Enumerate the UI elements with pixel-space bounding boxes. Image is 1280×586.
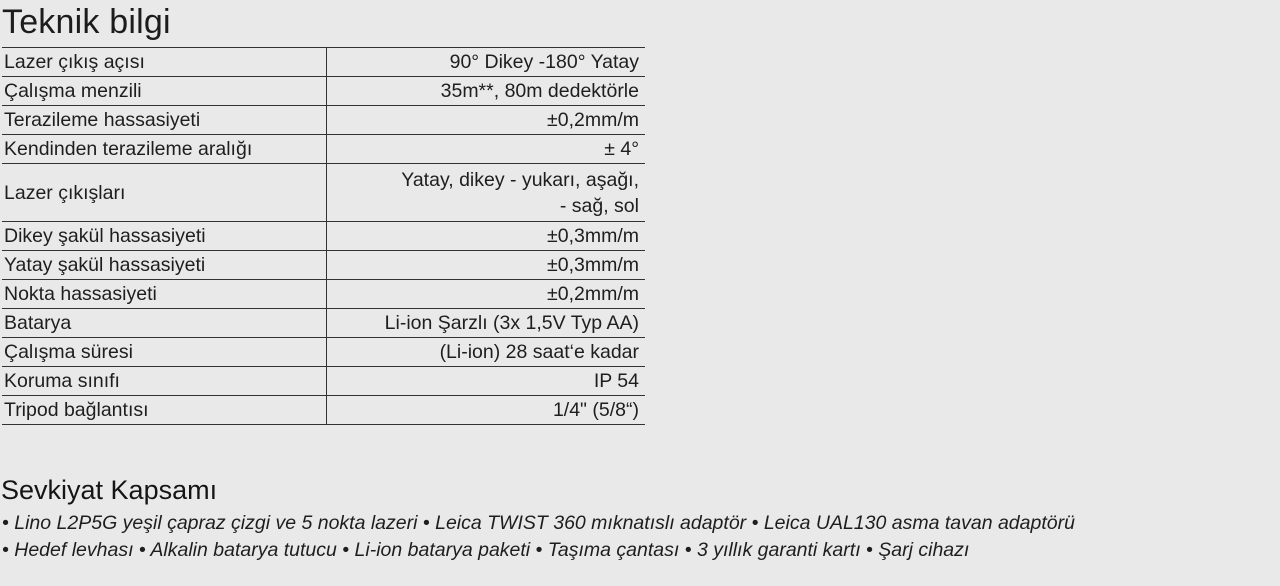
- table-row: [2, 106, 645, 135]
- spec-label: Dikey şakül hassasiyeti: [2, 222, 327, 251]
- page-title: Teknik bilgi: [2, 3, 171, 41]
- delivery-title: Sevkiyat Kapsamı: [1, 475, 218, 505]
- table-row: [2, 77, 645, 106]
- table-row: [2, 48, 645, 77]
- spec-value: ±0,3mm/m: [547, 225, 639, 247]
- spec-label: Batarya: [2, 309, 327, 338]
- table-row: [2, 164, 645, 222]
- spec-value: Li-ion Şarzlı (3x 1,5V Typ AA): [384, 312, 639, 334]
- delivery-items-line: • Hedef levhası • Alkalin batarya tutucu • Li-ion batarya paketi • Taşıma çantası • 3 yıllık garanti kartı • Şarj cihazı: [2, 539, 970, 561]
- table-row: [2, 338, 645, 367]
- spec-label: Koruma sınıfı: [2, 367, 327, 396]
- spec-value: 90° Dikey -180° Yatay: [449, 51, 639, 73]
- spec-value: ±0,2mm/m: [547, 283, 639, 305]
- table-row: [2, 396, 645, 425]
- spec-value-line: - sağ, sol: [559, 194, 639, 217]
- spec-value: ±0,3mm/m: [547, 254, 639, 276]
- spec-value: ± 4°: [604, 138, 639, 160]
- spec-label: Kendinden terazileme aralığı: [2, 135, 327, 164]
- spec-value: (Li-ion) 28 saat‘e kadar: [439, 341, 639, 363]
- table-row: [2, 222, 645, 251]
- spec-value-line: Yatay, dikey - yukarı, aşağı,: [401, 168, 639, 191]
- spec-value: 35m**, 80m dedektörle: [440, 80, 639, 102]
- spec-label: Tripod bağlantısı: [2, 396, 327, 425]
- table-row: [2, 309, 645, 338]
- table-row: [2, 367, 645, 396]
- spec-value: ±0,2mm/m: [547, 109, 639, 131]
- spec-label: Yatay şakül hassasiyeti: [2, 251, 327, 280]
- spec-table: [2, 47, 645, 425]
- spec-label: Lazer çıkışları: [2, 164, 327, 222]
- spec-label: Çalışma menzili: [2, 77, 327, 106]
- spec-value: [327, 164, 646, 222]
- spec-value: 1/4" (5/8“): [552, 399, 639, 421]
- delivery-items-line: • Lino L2P5G yeşil çapraz çizgi ve 5 nokta lazeri • Leica TWIST 360 mıknatıslı adaptör • Leica UAL130 asma tavan adaptörü: [2, 512, 1075, 534]
- spec-value: IP 54: [593, 370, 639, 392]
- table-row: [2, 135, 645, 164]
- spec-label: Nokta hassasiyeti: [2, 280, 327, 309]
- table-row: [2, 251, 645, 280]
- spec-label: Terazileme hassasiyeti: [2, 106, 327, 135]
- table-row: [2, 280, 645, 309]
- spec-label: Çalışma süresi: [2, 338, 327, 367]
- spec-label: Lazer çıkış açısı: [2, 48, 327, 77]
